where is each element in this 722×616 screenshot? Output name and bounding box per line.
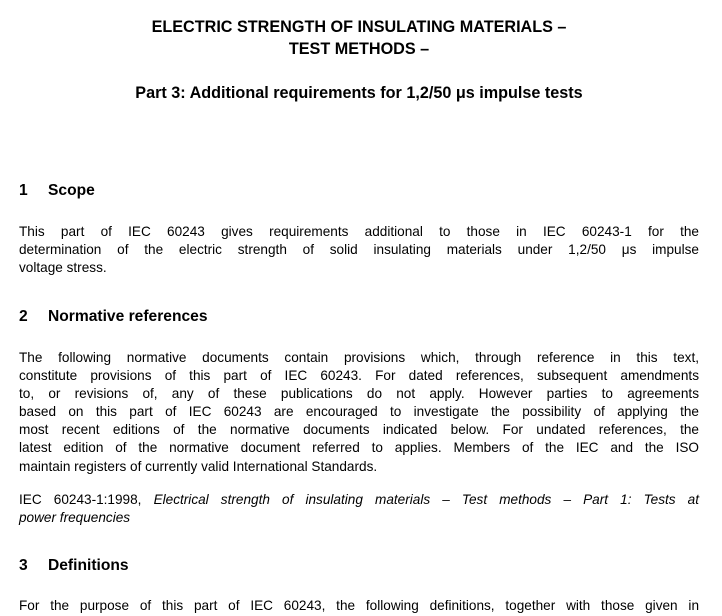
section-title: Normative references xyxy=(48,308,208,325)
text-line: constitute provisions of this part of IEC 60243. For dated references, subsequent amendments xyxy=(19,368,699,384)
text-line: maintain registers of currently valid International Standards. xyxy=(19,458,378,474)
text-line: The following normative documents contain provisions which, through reference in this text, xyxy=(19,350,699,365)
section-title: Scope xyxy=(48,182,95,199)
section-heading-normative-references xyxy=(19,307,208,327)
title-line-2: TEST METHODS – xyxy=(288,40,430,58)
text-line xyxy=(19,491,699,509)
reference-title: Electrical strength of insulating materials – Test methods – Part 1: Tests at xyxy=(153,492,699,507)
scope-paragraph xyxy=(19,223,699,277)
section-heading-definitions xyxy=(19,556,129,576)
text-line: For the purpose of this part of IEC 60243, the following definitions, together with those given in xyxy=(19,598,699,613)
text-line xyxy=(19,509,699,527)
normative-references-paragraph xyxy=(19,349,699,476)
section-title: Definitions xyxy=(48,557,129,574)
text-line: most recent editions of the normative documents indicated below. For undated references, the xyxy=(19,422,699,438)
section-number: 2 xyxy=(19,308,28,325)
text-line: latest edition of the normative document referred to applies. Members of the IEC and the ISO xyxy=(19,440,699,456)
text-line: based on this part of IEC 60243 are encouraged to investigate the possibility of applying the xyxy=(19,404,699,420)
title-line-3: Part 3: Additional requirements for 1,2/50 μs impulse tests xyxy=(135,84,583,102)
definitions-paragraph xyxy=(19,597,699,615)
normative-reference-entry xyxy=(19,491,699,527)
text-line: This part of IEC 60243 gives requirements additional to those in IEC 60243-1 for the xyxy=(19,224,699,239)
section-heading-scope xyxy=(19,181,95,201)
reference-id: IEC 60243-1:1998, xyxy=(19,492,142,507)
text-line: determination of the electric strength of solid insulating materials under 1,2/50 μs impulse xyxy=(19,242,699,258)
section-number: 1 xyxy=(19,182,28,199)
reference-title-continued: power frequencies xyxy=(19,510,131,526)
title-line-1: ELECTRIC STRENGTH OF INSULATING MATERIALS – xyxy=(151,18,567,36)
text-line: voltage stress. xyxy=(19,260,107,276)
text-line: to, or revisions of, any of these publications do not apply. However parties to agreements xyxy=(19,386,699,402)
section-number: 3 xyxy=(19,557,28,574)
